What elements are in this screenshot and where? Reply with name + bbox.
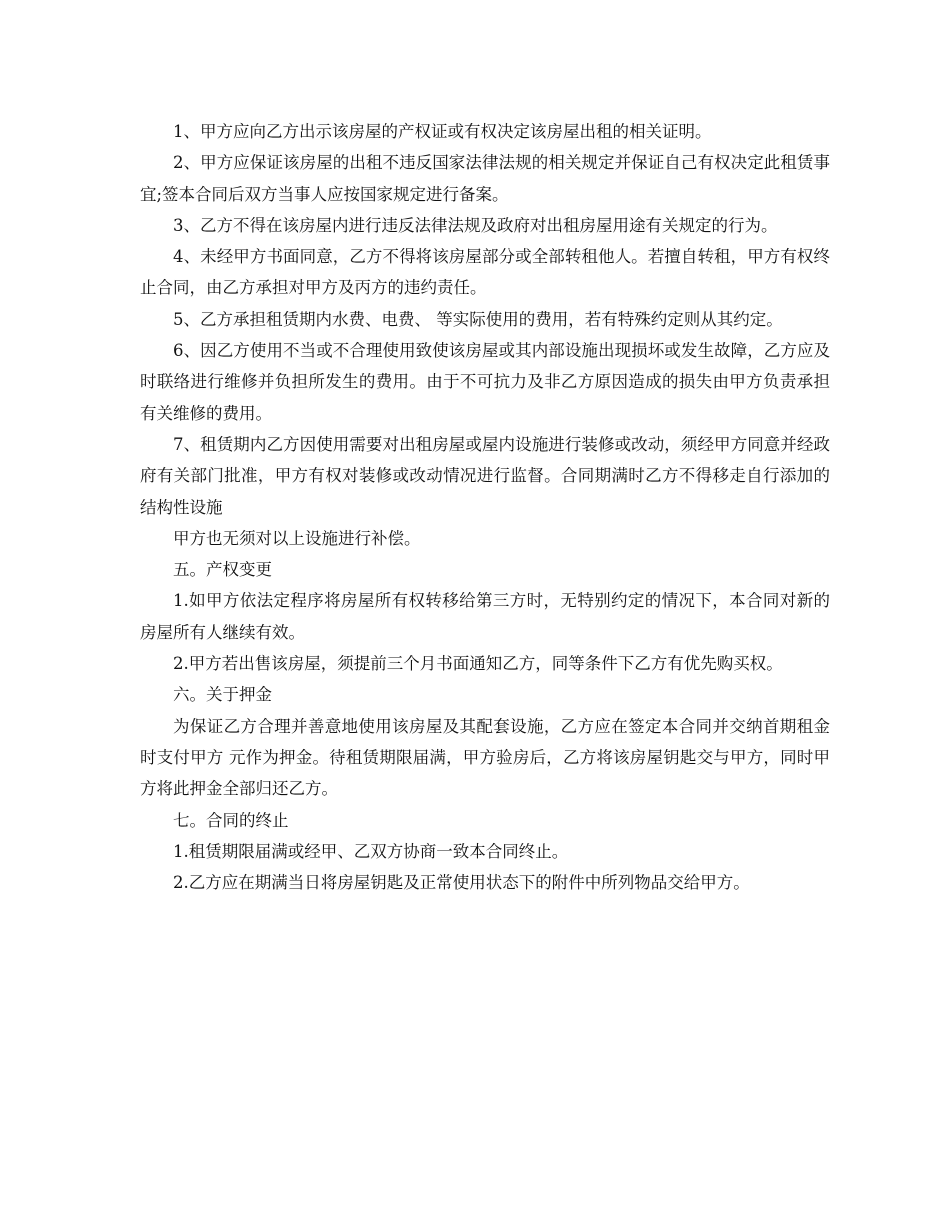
section-heading: 六。关于押金 xyxy=(173,685,272,705)
clause-paragraph: 4、未经甲方书面同意，乙方不得将该房屋部分或全部转租他人。若擅自转租，甲方有权终止合同，由乙方承担对甲方及丙方的违约责任。 xyxy=(140,247,830,298)
clause-paragraph: 1、甲方应向乙方出示该房屋的产权证或有权决定该房屋出租的相关证明。 xyxy=(173,122,712,141)
clause-paragraph: 甲方也无须对以上设施进行补偿。 xyxy=(173,528,421,548)
clause-paragraph: 6、因乙方使用不当或不合理使用致使该房屋或其内部设施出现损坏或发生故障，乙方应及时联络进行维修并负担所发生的费用。由于不可抗力及非乙方原因造成的损失由甲方负责承担有关维修的费用。 xyxy=(140,341,830,423)
clause-paragraph: 3、乙方不得在该房屋内进行违反法律法规及政府对出租房屋用途有关规定的行为。 xyxy=(173,215,778,235)
section-heading: 五。产权变更 xyxy=(173,560,272,580)
clause-paragraph: 2.甲方若出售该房屋，须提前三个月书面通知乙方，同等条件下乙方有优先购买权。 xyxy=(173,654,783,674)
document-body xyxy=(140,116,830,898)
clause-paragraph: 为保证乙方合理并善意地使用该房屋及其配套设施，乙方应在签定本合同并交纳首期租金时支付甲方 元作为押金。待租赁期限届满，甲方验房后，乙方将该房屋钥匙交与甲方，同时甲方将此押金全部归还乙方。 xyxy=(140,716,830,799)
section-heading: 七。合同的终止 xyxy=(173,810,289,830)
clause-paragraph: 2、甲方应保证该房屋的出租不违反国家法律法规的相关规定并保证自己有权决定此租赁事宜;签本合同后双方当事人应按国家规定进行备案。 xyxy=(140,153,830,204)
clause-paragraph: 1.如甲方依法定程序将房屋所有权转移给第三方时，无特别约定的情况下，本合同对新的房屋所有人继续有效。 xyxy=(140,591,830,642)
clause-paragraph: 2.乙方应在期满当日将房屋钥匙及正常使用状态下的附件中所列物品交给甲方。 xyxy=(173,873,750,893)
clause-paragraph: 1.租赁期限届满或经甲、乙双方协商一致本合同终止。 xyxy=(173,841,569,861)
clause-paragraph: 7、租赁期内乙方因使用需要对出租房屋或屋内设施进行装修或改动，须经甲方同意并经政府有关部门批准，甲方有权对装修或改动情况进行监督。合同期满时乙方不得移走自行添加的结构性设施 xyxy=(140,434,830,517)
clause-paragraph: 5、乙方承担租赁期内水费、电费、 等实际使用的费用，若有特殊约定则从其约定。 xyxy=(173,309,783,329)
